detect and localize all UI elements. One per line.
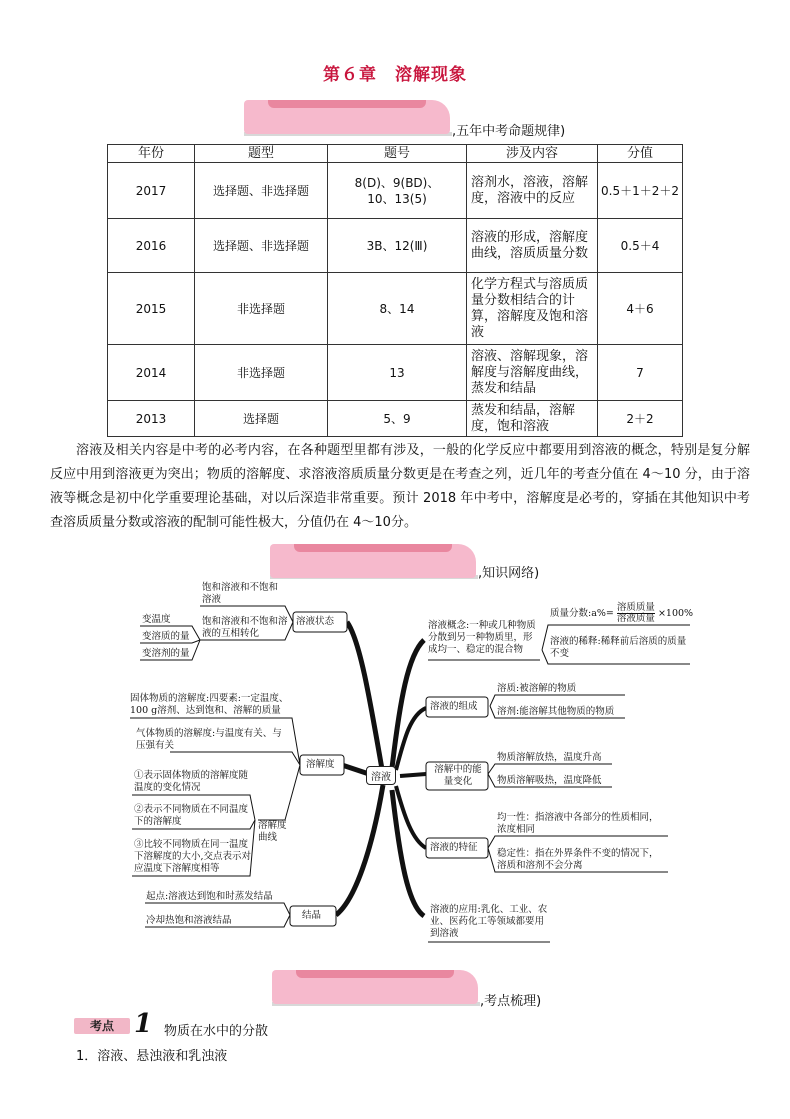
mindmap-crystal: 结晶	[302, 910, 322, 921]
cell-type: 选择题、非选择题	[195, 219, 328, 273]
cell-year: 2017	[108, 163, 195, 219]
mindmap-curve-c3: ③比较不同物质在同一温度下溶解度的大小,交点表示对应温度下溶解度相等	[134, 839, 252, 874]
mindmap-solvent: 溶剂:能溶解其他物质的物质	[497, 706, 615, 717]
mindmap-curve-c1: ①表示固体物质的溶解度随温度的变化情况	[134, 770, 249, 793]
cell-year: 2016	[108, 219, 195, 273]
intro-paragraph: 溶液及相关内容是中考的必考内容，在各种题型里都有涉及，一般的化学反应中都要用到溶液的概念，特别是复分解反应中用到溶液更为突出；物质的溶解度、求溶液溶质质量分数更是在考查之列，近几年的考查分值在 4～10 分，由于溶液等概念是初中化学重要理论基础，对以后深造非常重要。预计 2018 年中考中，溶解度是必考的，穿插在其他知识中考查溶质质量分数或溶液的配制可能性极大，分值仍在 4～10分。	[50, 443, 750, 530]
mindmap-energy-absorb: 物质溶解吸热，温度降低	[497, 775, 602, 786]
mindmap-solubility-curve: 溶解度曲线	[258, 820, 287, 843]
mindmap-solute: 溶质:被溶解的物质	[497, 683, 577, 694]
cell-content: 蒸发和结晶，溶解度，饱和溶液	[467, 401, 598, 437]
section-label-network: ,知识网络)	[478, 566, 540, 581]
cell-number: 3B、12(Ⅲ)	[328, 219, 467, 273]
cell-number: 8、14	[328, 273, 467, 345]
mindmap-center: 溶液	[366, 766, 396, 785]
cell-score: 0.5＋4	[598, 219, 683, 273]
section-label-rules: ,五年中考命题规律)	[452, 124, 566, 139]
mindmap-crystal-a: 起点:溶液达到饱和时蒸发结晶	[146, 891, 273, 902]
header-type: 题型	[195, 145, 328, 163]
mindmap-stable: 稳定性：指在外界条件不变的情况下，溶质和溶剂不会分离	[497, 848, 659, 871]
mindmap-solubility: 溶解度	[306, 759, 335, 770]
mindmap-mass-fraction	[550, 603, 693, 624]
mindmap-solubility-gas: 气体物质的溶解度:与温度有关、与压强有关	[136, 728, 282, 751]
mass-fraction-denominator: 溶液质量	[616, 613, 655, 624]
mass-fraction-suffix: ×100%	[657, 608, 694, 619]
mass-fraction-prefix: 质量分数:a%=	[550, 608, 614, 619]
branch-to-crystal	[336, 785, 383, 915]
mass-fraction-numerator: 溶质质量	[616, 602, 655, 613]
cell-type: 选择题、非选择题	[195, 163, 328, 219]
mindmap-state-c3: 变溶剂的量	[142, 648, 190, 659]
cell-content: 溶液、溶解现象，溶解度与溶解度曲线，蒸发和结晶	[467, 345, 598, 401]
mindmap-energy-release: 物质溶解放热，温度升高	[497, 752, 602, 763]
cell-score: 7	[598, 345, 683, 401]
cell-score: 4＋6	[598, 273, 683, 345]
cell-content: 溶液的形成，溶解度曲线，溶质质量分数	[467, 219, 598, 273]
mindmap-application: 溶液的应用:乳化、工业、农业、医药化工等领域都要用到溶液	[430, 904, 548, 939]
kaodian-item-1: 1．溶液、悬浊液和乳浊液	[76, 1049, 228, 1064]
cell-year: 2015	[108, 273, 195, 345]
cell-number-line1: 8(D)、9(BD)、	[354, 175, 440, 190]
branch-to-state	[347, 622, 383, 775]
cell-year: 2013	[108, 401, 195, 437]
branch-to-concept	[392, 640, 424, 768]
mindmap-composition: 溶液的组成	[430, 701, 478, 712]
mindmap-dilution: 溶液的稀释:稀释前后溶质的质量不变	[550, 636, 687, 659]
branch-to-application	[392, 790, 424, 916]
kaodian-badge: 考点	[74, 1018, 130, 1034]
chapter-title: 第６章 溶解现象	[323, 65, 467, 85]
section-label-points: ,考点梳理)	[480, 994, 542, 1009]
mindmap-state-c2: 变溶质的量	[142, 631, 190, 642]
cell-score: 0.5＋1＋2＋2	[598, 163, 683, 219]
mindmap-solubility-solid: 固体物质的溶解度:四要素:一定温度、100 g溶剂、达到饱和、溶解的质量	[130, 693, 289, 716]
header-year: 年份	[108, 145, 195, 163]
mindmap-state: 溶液状态	[296, 616, 335, 627]
mindmap-crystal-b: 冷却热饱和溶液结晶	[146, 915, 232, 926]
cell-number-line2: 10、13(5)	[367, 191, 427, 206]
mindmap-curve-c2: ②表示不同物质在不同温度下的溶解度	[134, 804, 249, 827]
header-content: 涉及内容	[467, 145, 598, 163]
mindmap-concept: 溶液概念:一种或几种物质分散到另一种物质里，形成均一、稳定的混合物	[428, 620, 536, 655]
cell-type: 非选择题	[195, 345, 328, 401]
cell-number: 13	[328, 345, 467, 401]
cell-year: 2014	[108, 345, 195, 401]
section-banner-points	[272, 970, 478, 1004]
branch-to-energy	[400, 774, 426, 776]
cell-content: 溶剂水，溶液，溶解度，溶液中的反应	[467, 163, 598, 219]
header-number: 题号	[328, 145, 467, 163]
mindmap-state-c1: 变温度	[142, 614, 171, 625]
cell-type: 选择题	[195, 401, 328, 437]
cell-score: 2＋2	[598, 401, 683, 437]
mindmap-features: 溶液的特征	[430, 842, 478, 853]
mindmap-state-b2: 饱和溶液和不饱和溶液的互相转化	[202, 616, 288, 639]
mindmap-uniform: 均一性：指溶液中各部分的性质相同，浓度相同	[497, 812, 659, 835]
mindmap-energy: 溶解中的能量变化	[434, 764, 482, 787]
kaodian-number: 1	[134, 1009, 153, 1039]
header-score: 分值	[598, 145, 683, 163]
cell-content: 化学方程式与溶质质量分数相结合的计算，溶解度及饱和溶液	[467, 273, 598, 345]
kaodian-title: 物质在水中的分散	[164, 1024, 269, 1039]
cell-number: 5、9	[328, 401, 467, 437]
cell-type: 非选择题	[195, 273, 328, 345]
mindmap-state-b1: 饱和溶液和不饱和溶液	[202, 582, 279, 605]
